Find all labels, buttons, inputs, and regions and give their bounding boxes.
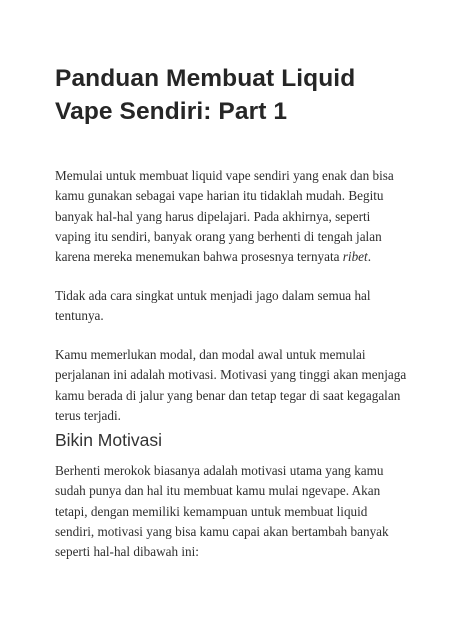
paragraph-line: Tidak ada cara singkat untuk menjadi jago dalam semua hal	[55, 288, 371, 303]
paragraph-line: banyak hal-hal yang harus dipelajari. Pada akhirnya, seperti	[55, 208, 371, 224]
paragraph-line	[55, 247, 425, 267]
paragraph-text: .	[367, 249, 372, 265]
paragraph-text: karena mereka menemukan bahwa prosesnya ternyata	[55, 249, 343, 265]
intro-paragraph	[55, 166, 425, 267]
paragraph-line: kamu gunakan sebagai vape harian itu tidaklah mudah. Begitu	[55, 188, 384, 204]
paragraph-line: sudah punya dan hal itu membuat kamu mulai ngevape. Akan	[55, 483, 381, 499]
emphasis-text: ribet	[342, 249, 368, 265]
paragraph-line: perjalanan ini adalah motivasi. Motivasi yang tinggi akan menjaga	[55, 367, 407, 383]
third-paragraph	[55, 345, 425, 426]
paragraph-line: Kamu memerlukan modal, dan modal awal untuk memulai	[55, 347, 366, 362]
section-heading: Bikin Motivasi	[55, 430, 162, 450]
title-line: Vape Sendiri: Part 1	[55, 98, 288, 125]
paragraph-line: kamu berada di jalur yang benar dan tetap tegar di saat kegagalan	[55, 387, 401, 403]
paragraph-line: Berhenti merokok biasanya adalah motivasi utama yang kamu	[55, 463, 384, 478]
title-line: Panduan Membuat Liquid	[55, 65, 356, 92]
second-paragraph	[55, 286, 425, 327]
paragraph-line: terus terjadi.	[55, 407, 121, 423]
paragraph-line: Memulai untuk membuat liquid vape sendiri yang enak dan bisa	[55, 168, 394, 183]
paragraph-line: vaping itu sendiri, banyak orang yang berhenti di tengah jalan	[55, 228, 382, 244]
paragraph-line: seperti hal-hal dibawah ini:	[55, 544, 199, 560]
page-title	[55, 62, 435, 128]
section-paragraph	[55, 461, 425, 562]
paragraph-line: tentunya.	[55, 308, 104, 324]
paragraph-line: tetapi, dengan memiliki kemampuan untuk membuat liquid	[55, 503, 368, 519]
paragraph-line: sendiri, motivasi yang bisa kamu capai akan bertambah banyak	[55, 523, 389, 539]
